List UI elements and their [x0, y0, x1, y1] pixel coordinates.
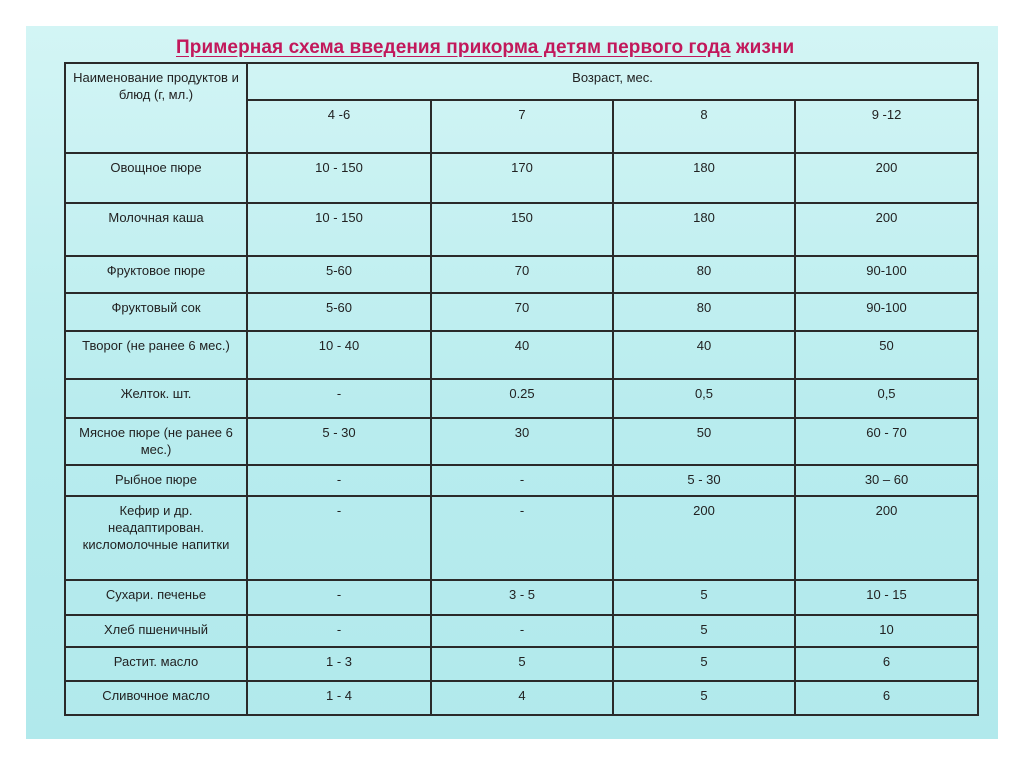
amount-cell: - — [247, 379, 431, 417]
amount-cell: 5 — [613, 647, 795, 680]
product-name-cell: Фруктовое пюре — [65, 256, 247, 293]
table-row — [65, 465, 978, 495]
amount-cell: 10 - 15 — [795, 580, 978, 614]
header-age-col: 8 — [613, 100, 795, 153]
amount-cell: 10 - 40 — [247, 331, 431, 380]
product-name-cell: Молочная каша — [65, 203, 247, 256]
amount-cell: 5-60 — [247, 293, 431, 330]
amount-cell: 50 — [613, 418, 795, 466]
amount-cell: 150 — [431, 203, 613, 256]
amount-cell: 10 — [795, 615, 978, 647]
amount-cell: - — [247, 496, 431, 581]
amount-cell: 0,5 — [795, 379, 978, 417]
amount-cell: 90-100 — [795, 256, 978, 293]
page-title-underlined: Примерная схема введения прикорма детям первого года — [176, 37, 731, 58]
table-row — [65, 256, 978, 293]
amount-cell: 4 — [431, 681, 613, 715]
amount-cell: 30 – 60 — [795, 465, 978, 495]
header-product-column: Наименование продуктов и блюд (г, мл.) — [65, 63, 247, 153]
amount-cell: 6 — [795, 681, 978, 715]
amount-cell: - — [247, 465, 431, 495]
amount-cell: 40 — [431, 331, 613, 380]
amount-cell: 200 — [795, 496, 978, 581]
product-name-cell: Желток. шт. — [65, 379, 247, 417]
product-name-cell: Сухари. печенье — [65, 580, 247, 614]
product-name-cell: Хлеб пшеничный — [65, 615, 247, 647]
amount-cell: 5 — [613, 615, 795, 647]
table-header-row — [65, 63, 978, 100]
amount-cell: 5-60 — [247, 256, 431, 293]
amount-cell: 80 — [613, 293, 795, 330]
product-name-cell: Рыбное пюре — [65, 465, 247, 495]
amount-cell: 5 — [431, 647, 613, 680]
table-row — [65, 293, 978, 330]
header-age-group: Возраст, мес. — [247, 63, 978, 100]
product-name-cell: Фруктовый сок — [65, 293, 247, 330]
amount-cell: 10 - 150 — [247, 153, 431, 204]
amount-cell: 40 — [613, 331, 795, 380]
table-row — [65, 647, 978, 680]
amount-cell: 170 — [431, 153, 613, 204]
header-age-col: 9 -12 — [795, 100, 978, 153]
page-title-tail: жизни — [736, 37, 795, 58]
table-row — [65, 496, 978, 581]
product-name-cell: Сливочное масло — [65, 681, 247, 715]
amount-cell: 0,5 — [613, 379, 795, 417]
table-row — [65, 153, 978, 204]
amount-cell: 90-100 — [795, 293, 978, 330]
amount-cell: 5 - 30 — [613, 465, 795, 495]
amount-cell: 200 — [795, 203, 978, 256]
amount-cell: 1 - 3 — [247, 647, 431, 680]
amount-cell: 0.25 — [431, 379, 613, 417]
header-age-col: 7 — [431, 100, 613, 153]
feeding-schedule-table — [64, 62, 979, 716]
amount-cell: 30 — [431, 418, 613, 466]
table-row — [65, 379, 978, 417]
amount-cell: - — [431, 615, 613, 647]
amount-cell: 5 - 30 — [247, 418, 431, 466]
amount-cell: 5 — [613, 681, 795, 715]
header-age-col: 4 -6 — [247, 100, 431, 153]
amount-cell: 50 — [795, 331, 978, 380]
product-name-cell: Творог (не ранее 6 мес.) — [65, 331, 247, 380]
amount-cell: - — [431, 465, 613, 495]
amount-cell: 200 — [795, 153, 978, 204]
amount-cell: 6 — [795, 647, 978, 680]
page-title — [176, 34, 794, 62]
amount-cell: - — [247, 580, 431, 614]
amount-cell: 5 — [613, 580, 795, 614]
amount-cell: 180 — [613, 203, 795, 256]
amount-cell: 3 - 5 — [431, 580, 613, 614]
product-name-cell: Растит. масло — [65, 647, 247, 680]
amount-cell: - — [247, 615, 431, 647]
amount-cell: 70 — [431, 293, 613, 330]
table-row — [65, 203, 978, 256]
table-row — [65, 615, 978, 647]
amount-cell: 60 - 70 — [795, 418, 978, 466]
table-row — [65, 580, 978, 614]
amount-cell: 180 — [613, 153, 795, 204]
amount-cell: 70 — [431, 256, 613, 293]
table-row — [65, 331, 978, 380]
amount-cell: 80 — [613, 256, 795, 293]
product-name-cell: Мясное пюре (не ранее 6 мес.) — [65, 418, 247, 466]
amount-cell: 200 — [613, 496, 795, 581]
product-name-cell: Овощное пюре — [65, 153, 247, 204]
table-row — [65, 681, 978, 715]
amount-cell: - — [431, 496, 613, 581]
amount-cell: 10 - 150 — [247, 203, 431, 256]
amount-cell: 1 - 4 — [247, 681, 431, 715]
table-row — [65, 418, 978, 466]
product-name-cell: Кефир и др. неадаптирован. кисломолочные напитки — [65, 496, 247, 581]
